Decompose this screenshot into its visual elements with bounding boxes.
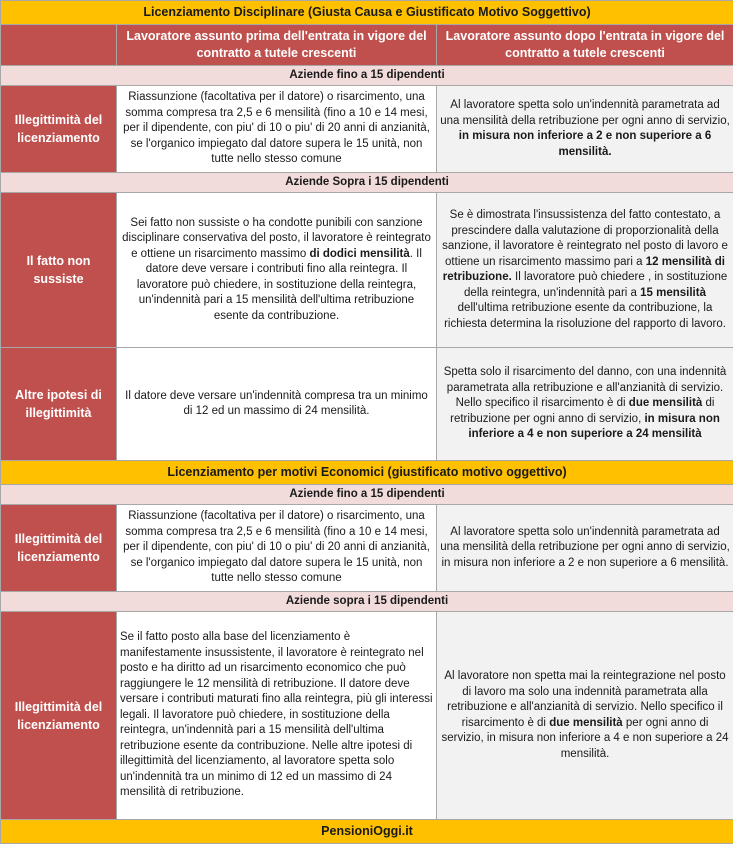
text-bold-segment: 15 mensilità — [640, 286, 706, 299]
text-bold-segment: 12 mensilità di retribuzione. — [442, 255, 725, 283]
cell-before-illegittimita: Riassunzione (facoltativa per il datore) o risarcimento, una somma compresa tra 2,5 e 6 mensilità (fino a 10 e 14 mesi, per il dipendente, con piu' di 10 o piu' di 20 anni di anzianità, se l'organico impiegato dal datore supera le 15 unità, non tutte nello stesso comune — [117, 86, 437, 173]
text-segment: Il lavoratore può chiedere , in sostituzione della reintegra, un'indennità pari a — [464, 271, 728, 299]
text-segment: Se è dimostrata l'insussistenza del fatto contestato, a prescindere dalla valutazione di proporzionalità della sanzione, il lavoratore è reintegrato nel posto di lavoro e ottiene un risarcimento massimo pari a — [442, 209, 728, 268]
text-segment: Al lavoratore spetta solo un'indennità parametrata ad una mensilità della retribuzione per ogni anno di servizio, — [440, 99, 730, 127]
text-segment: Sei fatto non sussiste o ha condotte punibili con sanzione disciplinare conservativa del posto, il lavoratore è reintegrato e ottiene un risarcimento massimo — [122, 216, 431, 260]
cell-before-fatto-non-sussiste — [117, 193, 437, 348]
row-label-illegittimita-economici-large: Illegittimità del licenziamento — [1, 612, 117, 820]
cell-after-fatto-non-sussiste — [437, 193, 733, 348]
footer-brand: PensioniOggi.it — [1, 820, 733, 844]
cell-after-illegittimita — [437, 86, 733, 173]
cell-before-illegittimita-economici-large: Se il fatto posto alla base del licenziamento è manifestamente insussistente, il lavoratore è reintegrato nel posto e ha diritto ad un risarcimento economico che può raggiungere le 12 mensilità di retribuzione. Il datore deve versare i contributi maturati fino alla reintegra, più gli interessi legali. Il lavoratore può chiedere, in sostituzione della reintegra, un'indennità pari a 15 mensilità dell'ultima retribuzione esente da contribuzione. Nelle altre ipotesi di illegittimità del licenziamento, al lavoratore spetta solo un'indennità tra un minimo di 12 ed un massimo di 24 mensilità di retribuzione. — [117, 612, 437, 820]
cell-after-altre-ipotesi — [437, 348, 733, 461]
text-bold-segment: due mensilità — [628, 397, 703, 410]
text-segment: Al lavoratore non spetta mai la reintegrazione nel posto di lavoro ma solo una indennità parametrata alla retribuzione e all'anzianità di servizio. Nello specifico il risarcimento è di — [444, 670, 726, 729]
text-segment: Spetta solo il risarcimento del danno, con una indennità parametrata alla retribuzione e all'anzianità di servizio. Nello specifico il risarcimento è di — [443, 366, 727, 410]
column-header-before: Lavoratore assunto prima dell'entrata in vigore del contratto a tutele crescenti — [117, 25, 437, 66]
subheader-small-companies-economici: Aziende fino a 15 dipendenti — [1, 485, 733, 505]
row-label-illegittimita-economici: Illegittimità del licenziamento — [1, 505, 117, 592]
cell-before-illegittimita-economici: Riassunzione (facoltativa per il datore) o risarcimento, una somma compresa tra 2,5 e 6 mensilità (fino a 10 e 14 mesi, per il dipendente, con piu' di 10 o piu' di 20 anni di anzianità, se l'organico impiegato dal datore supera le 15 unità, non tutte nello stesso comune — [117, 505, 437, 592]
text-segment: per ogni anno di servizio, in misura non inferiore a 4 e non superiore a 24 mensilità. — [441, 716, 729, 760]
row-label-fatto-non-sussiste: Il fatto non sussiste — [1, 193, 117, 348]
text-segment: dell'ultima retribuzione esente da contribuzione, la richiesta determina la risoluzione del rapporto di lavoro. — [444, 302, 726, 330]
row-label-altre-ipotesi: Altre ipotesi di illegittimità — [1, 348, 117, 461]
column-header-after: Lavoratore assunto dopo l'entrata in vigore del contratto a tutele crescenti — [437, 25, 733, 66]
subheader-large-companies: Aziende Sopra i 15 dipendenti — [1, 173, 733, 193]
cell-before-altre-ipotesi: Il datore deve versare un'indennità compresa tra un minimo di 12 ed un massimo di 24 mensilità. — [117, 348, 437, 461]
subheader-large-companies-economici: Aziende sopra i 15 dipendenti — [1, 592, 733, 612]
cell-after-illegittimita-economici: Al lavoratore spetta solo un'indennità parametrata ad una mensilità della retribuzione per ogni anno di servizio, in misura non inferiore a 2 e non superiore a 6 mensilità. — [437, 505, 733, 592]
text-segment: di retribuzione per ogni anno di servizio, — [450, 397, 715, 425]
text-bold-segment: in misura non inferiore a 2 e non superiore a 6 mensilità. — [458, 130, 712, 158]
header-empty-cell — [1, 25, 117, 66]
row-label-illegittimita: Illegittimità del licenziamento — [1, 86, 117, 173]
text-bold-segment: due mensilità — [549, 716, 623, 729]
text-bold-segment: in misura non inferiore a 4 e non superiore a 24 mensilità — [468, 412, 720, 441]
text-segment: . Il datore deve versare i contributi fino alla reintegra. Il lavoratore può chiedere, in sostituzione della reintegra, un'indennità pari a 15 mensilità dell'ultima retribuzione esente da contribuzione. — [136, 247, 422, 322]
text-bold-segment: di dodici mensilità — [309, 247, 410, 260]
subheader-small-companies: Aziende fino a 15 dipendenti — [1, 66, 733, 86]
cell-after-illegittimita-economici-large — [437, 612, 733, 820]
section-title-disciplinare: Licenziamento Disciplinare (Giusta Causa e Giustificato Motivo Soggettivo) — [1, 1, 733, 25]
section-title-economici: Licenziamento per motivi Economici (giustificato motivo oggettivo) — [1, 461, 733, 485]
